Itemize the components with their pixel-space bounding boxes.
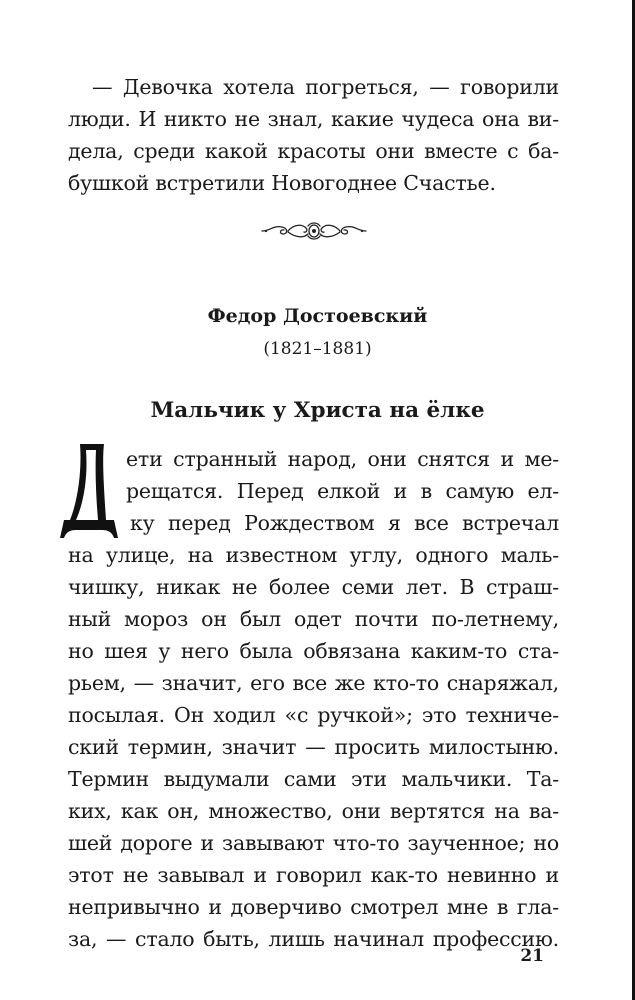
page-number: 21 [520,946,544,966]
text-line: за, — стало быть, лишь начинал профессию. [68,927,559,951]
author-name: Федор Достоевский [207,305,428,327]
text-line: посылая. Он ходил «с ручкой»; это техниче- [68,703,559,727]
text-line: чишку, никак не более семи лет. В страш- [68,575,559,599]
text-line: рещатся. Перед елкой и в самую ел- [126,479,559,503]
text-line: ети странный народ, они снятся и ме- [126,447,559,471]
text-line: дела, среди какой красоты они вместе с ба- [68,139,559,163]
text-line: ку перед Рождеством я все встречал [130,511,559,535]
text-line: ский термин, значит — просить милостыню. [68,735,559,759]
text-line: на улице, на известном углу, одного маль- [68,543,559,567]
text-line: этот не завывал и говорил как-то невинно и [68,863,559,887]
text-line: но шея у него была обвязана каким-то ста- [68,639,559,663]
text-line: Термин выдумали сами эти мальчики. Та- [68,767,559,791]
vine-ornament-divider-icon [258,218,370,244]
drop-cap-de-icon [58,440,122,540]
text-line: шей дороге и завывают что-то заученное; но [68,831,559,855]
story-title: Мальчик у Христа на ёлке [150,398,485,423]
text-line: рьем, — значит, его все же кто-то снаряжал, [68,671,559,695]
text-line: ких, как он, множество, они вертятся на ва- [68,799,559,823]
text-line: непривычно и доверчиво смотрел мне в гла- [68,895,559,919]
text-line: — Девочка хотела погреться, — говорили [92,75,559,99]
text-line: бушкой встретили Новогоднее Счастье. [68,171,496,195]
author-years: (1821–1881) [263,339,372,359]
text-line: люди. И никто не знал, какие чудеса она ви- [68,107,559,131]
text-line: ный мороз он был одет почти по-летнему, [68,607,559,631]
